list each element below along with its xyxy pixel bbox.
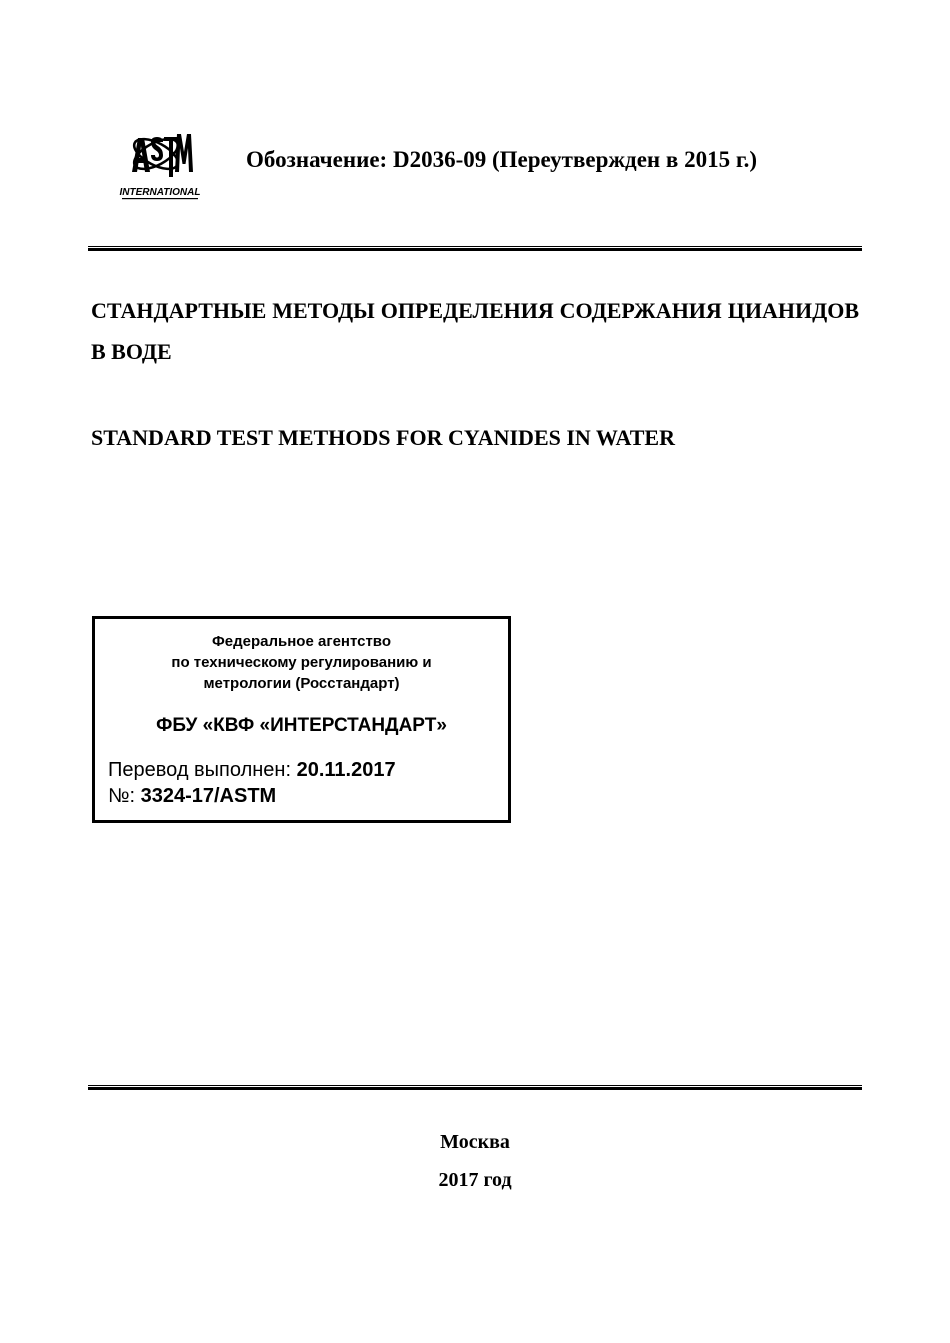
stamp-number-label: №: (108, 785, 141, 807)
translation-stamp (92, 616, 511, 823)
title-russian: СТАНДАРТНЫЕ МЕТОДЫ ОПРЕДЕЛЕНИЯ СОДЕРЖАНИЯ ЦИАНИДОВ В ВОДЕ (91, 298, 859, 364)
stamp-number-line (108, 785, 276, 808)
stamp-translation-date: 20.11.2017 (296, 759, 396, 781)
stamp-number-value: 3324-17/ASTM (140, 785, 277, 807)
stamp-organization: ФБУ «КВФ «ИНТЕРСТАНДАРТ» (156, 715, 447, 736)
astm-international-logo (118, 128, 202, 202)
stamp-translation-label: Перевод выполнен: (108, 759, 297, 781)
stamp-agency-line: Федеральное агентство (211, 633, 391, 650)
stamp-agency-line: метрологии (Росстандарт) (203, 675, 400, 692)
logo-caption: INTERNATIONAL (119, 187, 201, 198)
footer-divider (88, 1085, 862, 1090)
title-english: STANDARD TEST METHODS FOR CYANIDES IN WATER (91, 425, 675, 450)
document-designation: Обозначение: D2036-09 (Переутвержден в 2015 г.) (246, 147, 758, 172)
publication-year: 2017 год (438, 1169, 512, 1191)
astm-logo-icon (118, 128, 202, 202)
stamp-translation-date-line (108, 759, 396, 782)
stamp-agency-line: по техническому регулированию и (171, 654, 432, 671)
header-divider (88, 246, 862, 251)
publication-city: Москва (440, 1131, 510, 1153)
stamp-agency (95, 631, 508, 694)
